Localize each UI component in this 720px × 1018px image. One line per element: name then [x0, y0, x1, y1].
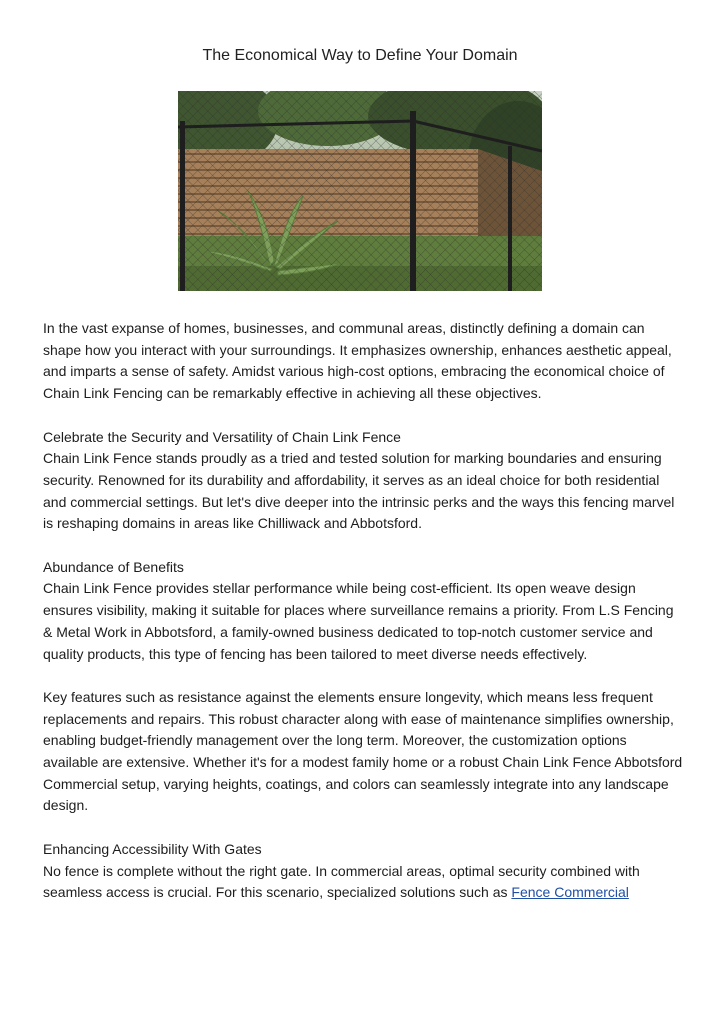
section-paragraph: Key features such as resistance against the elements ensure longevity, which means less frequent replacements and repairs. This robust character along with ease of maintenance simplifies ownership, enabling budget-friendly management over the long term. Moreover, the customization options available are extensive. Whether it's for a modest family home or a robust Chain Link Fence Abbotsford Commercial setup, varying heights, coatings, and colors can seamlessly integrate into any landscape design. [43, 688, 683, 814]
section-heading: Enhancing Accessibility With Gates [43, 840, 262, 857]
intro-paragraph: In the vast expanse of homes, businesses, and communal areas, distinctly defining a domain can shape how you interact with your surroundings. It emphasizes ownership, enhances aesthetic appeal, and imparts a sense of safety. Amidst various high-cost options, embracing the economical choice of Chain Link Fencing can be remarkably effective in achieving all these objectives. [43, 320, 672, 402]
section-heading: Abundance of Benefits [43, 558, 184, 575]
hero-image [178, 91, 542, 291]
section-security [43, 427, 683, 536]
section-key-features [43, 687, 683, 817]
chain-link-fence-photo [178, 91, 542, 291]
section-paragraph: No fence is complete without the right gate. In commercial areas, optimal security combined with seamless access is crucial. For this scenario, specialized solutions such as [43, 862, 640, 901]
article-body [43, 318, 683, 926]
section-paragraph: Chain Link Fence provides stellar performance while being cost-efficient. Its open weave design ensures visibility, making it suitable for places where surveillance remains a priority. From L.S Fencing & Metal Work in Abbotsford, a family-owned business dedicated to top-notch customer service and quality products, this type of fencing has been tailored to meet diverse needs effectively. [43, 580, 674, 662]
section-paragraph: Chain Link Fence stands proudly as a tried and tested solution for marking boundaries and ensuring security. Renowned for its durability and affordability, it serves as an ideal choice for both residential and commercial settings. But let's dive deeper into the intrinsic perks and the ways this fencing marvel is reshaping domains in areas like Chilliwack and Abbotsford. [43, 450, 675, 532]
page-title: The Economical Way to Define Your Domain [202, 47, 518, 64]
section-gates [43, 839, 683, 904]
section-benefits [43, 557, 683, 666]
section-heading: Celebrate the Security and Versatility of Chain Link Fence [43, 428, 401, 445]
fence-commercial-link[interactable]: Fence Commercial [511, 884, 629, 901]
